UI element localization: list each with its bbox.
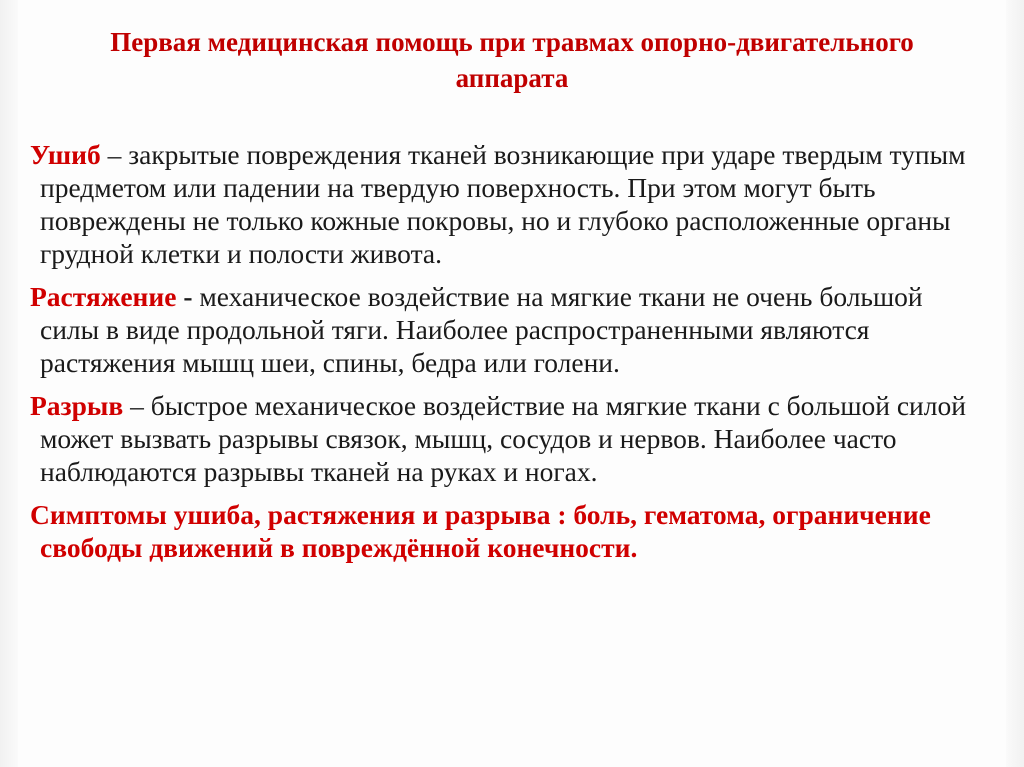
definition-sprain: механическое воздействие на мягкие ткани не очень большой силы в виде продольной тяги. Наиболее распространенными являются растяжения мышц шеи, спины, бедра или голени. — [40, 281, 923, 378]
term-rupture: Разрыв — [30, 390, 124, 421]
slide-content — [30, 138, 985, 574]
term-contusion: Ушиб — [30, 139, 101, 170]
term-separator: – — [100, 139, 129, 170]
paragraph-contusion — [30, 138, 985, 270]
slide-title: Первая медицинская помощь при травмах опорно-двигательного аппарата — [110, 27, 914, 93]
term-separator: - — [176, 281, 200, 312]
definition-rupture: быстрое механическое воздействие на мягкие ткани с большой силой может вызвать разрывы связок, мышц, сосудов и нервов. Наиболее часто наблюдаются разрывы тканей на руках и ногах. — [40, 390, 966, 487]
term-sprain: Растяжение — [30, 281, 177, 312]
paragraph-sprain — [30, 280, 985, 379]
term-separator: – — [123, 390, 151, 421]
symptoms-paragraph: Симптомы ушиба, растяжения и разрыва : боль, гематома, ограничение свободы движений в повреждённой конечности. — [30, 499, 931, 563]
definition-contusion: закрытые повреждения тканей возникающие при ударе твердым тупым предметом или падении на твердую поверхность. При этом могут быть повреждены не только кожные покровы, но и глубоко расположенные органы грудной клетки и полости живота. — [40, 139, 966, 269]
slide-frame-right — [1006, 0, 1024, 767]
paragraph-rupture — [30, 389, 985, 488]
slide-frame-left — [0, 0, 18, 767]
